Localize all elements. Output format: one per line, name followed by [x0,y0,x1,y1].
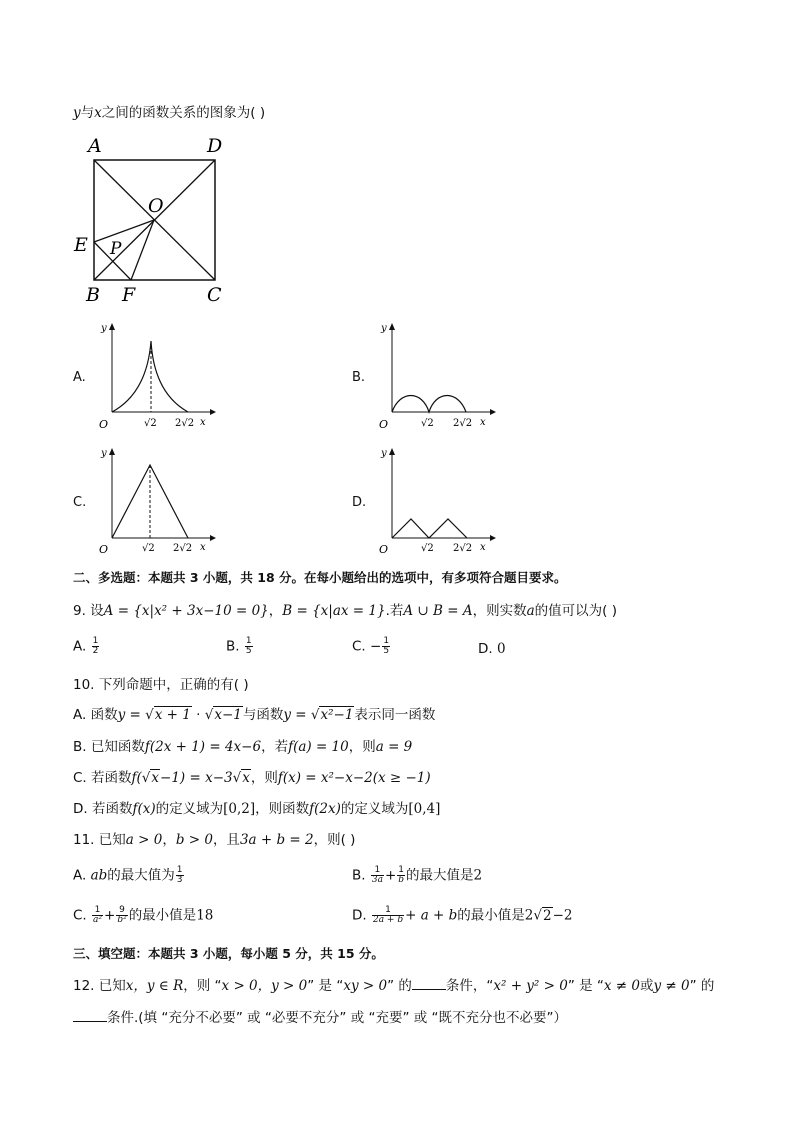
tick-2sqrt2: 2√2 [453,543,473,554]
tick-2sqrt2: 2√2 [173,543,193,554]
graph-option-c-label: C. [73,495,87,510]
tick-2sqrt2: 2√2 [453,418,473,429]
axis-origin-label: O [99,543,109,556]
tick-2sqrt2: 2√2 [175,418,195,429]
axis-y-label: y [101,448,107,459]
question-12: 12. 已知x，y ∈ R，则 “x > 0，y > 0” 是 “xy > 0” 的 条件，“x² + y² > 0” 是 “x ≠ 0或y ≠ 0” 的 [73,978,715,994]
axis-x-label: x [480,542,486,553]
label-c: C [207,284,222,306]
axis-origin-label: O [99,418,109,431]
graph-option-d-label: D. [352,495,367,510]
axis-origin-label: O [379,418,389,431]
q11-option-c: C. $\frac{1}{\text{a²}}$ + $\frac{9}{\text{b²}}$ 的最小值是18 [73,905,214,925]
q11-option-a: A. ab的最大值为 $\frac{1}{3}$ [73,865,183,885]
q10-option-c: C. 若函数f(√x−1) = x−3√x，则f(x) = x²−x−2(x ≥ −1) [73,770,431,786]
question-10: 10. 下列命题中，正确的有( ) [73,677,249,693]
tick-sqrt2: √2 [421,543,434,554]
q10-option-b: B. 已知函数f(2x + 1) = 4x−6，若f(a) = 10，则a = 9 [73,739,413,755]
question-9: 9. 设A = {x|x² + 3x−10 = 0}，B = {x|ax = 1}.若A ∪ B = A，则实数a的值可以为( ) [73,603,617,619]
blank-2[interactable] [73,1009,107,1022]
q9-option-d: D. 0 [478,641,506,657]
graph-option-c [92,443,217,558]
q9-option-a: A. $\frac{1}{2}$ [73,636,99,656]
label-a: A [88,135,102,157]
label-e: E [74,234,88,256]
blank-1[interactable] [412,977,446,990]
graph-option-b-label: B. [352,370,366,385]
axis-y-label: y [101,323,107,334]
tick-sqrt2: √2 [144,418,157,429]
axis-x-label: x [480,417,486,428]
q11-option-d: D. $\frac{1}{2a + b}$ + a + b的最小值是2√2−2 [352,905,573,925]
graph-option-a [92,318,217,433]
graph-option-b [372,318,497,433]
label-p: P [110,239,122,259]
q10-option-d: D. 若函数f(x)的定义域为[0,2]，则函数f(2x)的定义域为[0,4] [73,801,441,817]
axis-x-label: x [200,417,206,428]
q9-option-b: B. $\frac{1}{5}$ [226,636,252,656]
axis-origin-label: O [379,543,389,556]
question-11: 11. 已知a > 0，b > 0，且3a + b = 2，则( ) [73,832,356,848]
graph-option-a-label: A. [73,370,86,385]
tick-sqrt2: √2 [421,418,434,429]
square-figure [70,134,240,306]
q11-option-b: B. $\frac{1}{3a}$ + $\frac{1}{b}$ 的最大值是2 [352,865,483,885]
question-12-line2: 条件.(填 “充分不必要” 或 “必要不充分” 或 “充要” 或 “既不充分也不必要”） [73,1009,567,1027]
axis-y-label: y [381,448,387,459]
section-2-title: 二、多选题：本题共 3 小题，共 18 分。在每小题给出的选项中，有多项符合题目要求。 [73,570,567,585]
question-intro: y与x之间的函数关系的图象为( ) [73,105,266,121]
graph-option-d [372,443,497,558]
label-b: B [86,284,100,306]
q9-option-c: C. − $\frac{1}{5}$ [352,636,390,656]
tick-sqrt2: √2 [142,543,155,554]
axis-x-label: x [200,542,206,553]
label-f: F [122,284,136,306]
label-d: D [207,135,223,157]
q10-option-a: A. 函数y = √x + 1 · √x−1与函数y = √x²−1表示同一函数 [73,707,436,723]
section-3-title: 三、填空题：本题共 3 小题，每小题 5 分，共 15 分。 [73,946,384,961]
label-o: O [148,195,164,217]
axis-y-label: y [381,323,387,334]
